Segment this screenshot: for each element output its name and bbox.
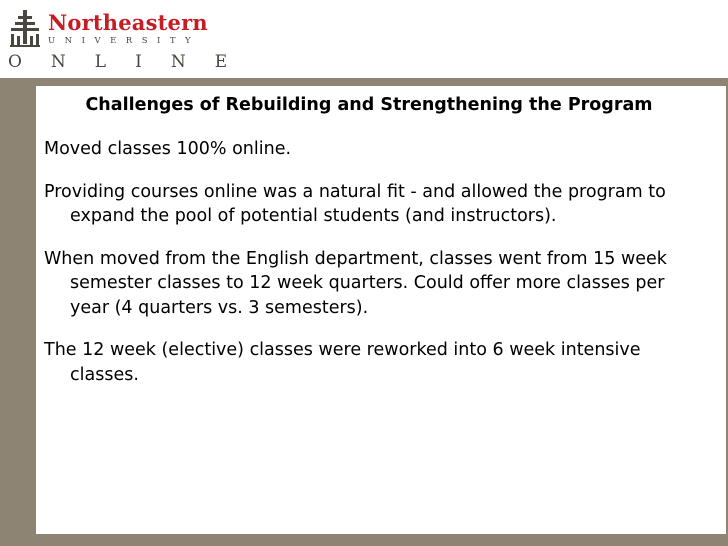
northeastern-online-logo — [8, 8, 257, 72]
bullet-item: When moved from the English department, classes went from 15 week semester classes to 12 week quarters. Could offer more classes per year (4 quarters vs. 3 semesters). — [44, 248, 667, 318]
slide-body — [44, 93, 684, 405]
slide-title: Challenges of Rebuilding and Strengthening the Program — [85, 95, 653, 115]
logo-online: ONLINE — [8, 52, 257, 72]
slide-header — [0, 0, 728, 78]
northeastern-tower-emblem-icon — [8, 8, 42, 48]
logo-university: UNIVERSITY — [48, 36, 201, 46]
logo-name: Northeastern — [48, 10, 208, 35]
bullet-item: The 12 week (elective) classes were reworked into 6 week intensive classes. — [44, 340, 641, 385]
bullet-item: Providing courses online was a natural fit - and allowed the program to expand the pool of potential students (and instructors). — [44, 181, 666, 226]
bullet-item: Moved classes 100% online. — [44, 139, 292, 159]
